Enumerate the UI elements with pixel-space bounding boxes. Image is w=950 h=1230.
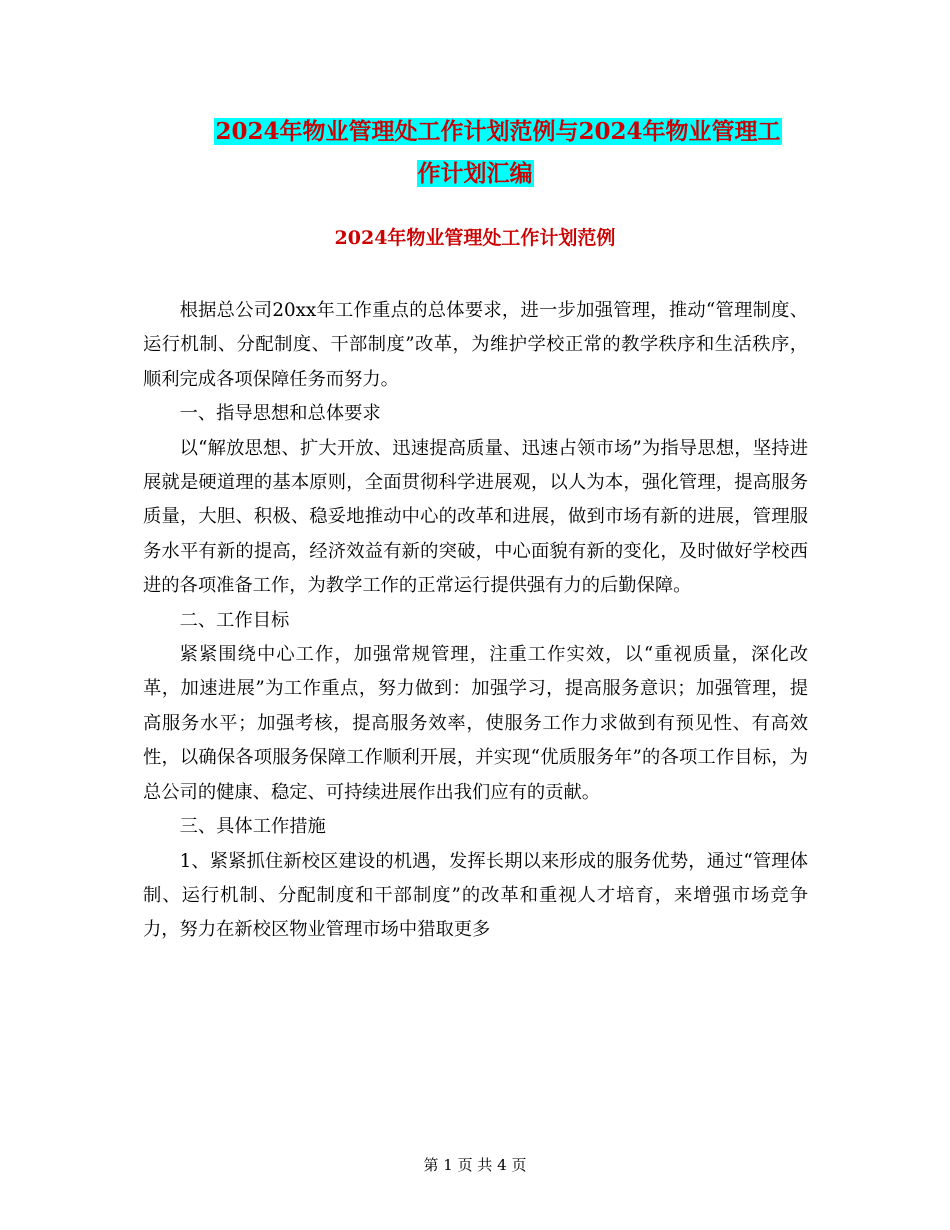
paragraph-measure-1: 1、紧紧抓住新校区建设的机遇，发挥长期以来形成的服务优势，通过“管理体制、运行机制、分配制度和干部制度”的改革和重视人才培育，来增强市场竞争力，努力在新校区物业管理市场中猎取更多 xyxy=(143,850,808,941)
title-highlight: 作计划汇编 xyxy=(417,160,533,187)
heading-specific-measures: 三、具体工作措施 xyxy=(179,816,326,838)
title-highlight: 2024年物业管理处工作计划范例与2024年物业管理工 xyxy=(215,118,781,145)
heading-guiding-thought: 一、指导思想和总体要求 xyxy=(179,403,381,425)
heading-work-goals: 二、工作目标 xyxy=(179,609,290,631)
document-title-line-1 xyxy=(0,112,950,152)
paragraph-guiding-thought: 以“解放思想、扩大开放、迅速提高质量、迅速占领市场”为指导思想，坚持进展就是硬道理的基本原则，全面贯彻科学进展观，以人为本，强化管理，提高服务质量，大胆、积极、稳妥地推动中心的改革和进展，做到市场有新的进展，管理服务水平有新的提高，经济效益有新的突破，中心面貌有新的变化，及时做好学校西进的各项准备工作，为教学工作的正常运行提供强有力的后勤保障。 xyxy=(143,437,808,597)
paragraph-intro: 根据总公司20xx年工作重点的总体要求，进一步加强管理，推动“管理制度、运行机制、分配制度、干部制度”改革，为维护学校正常的教学秩序和生活秩序，顺利完成各项保障任务而努力。 xyxy=(143,300,808,390)
document-title-line-2 xyxy=(0,154,950,194)
page-footer: 第 1 页 共 4 页 xyxy=(423,1156,527,1174)
document-body xyxy=(143,294,808,948)
paragraph-work-goals: 紧紧围绕中心工作，加强常规管理，注重工作实效，以“重视质量，深化改革，加速进展”为工作重点，努力做到：加强学习，提高服务意识；加强管理，提高服务水平；加强考核，提高服务效率，使服务工作力求做到有预见性、有高效性，以确保各项服务保障工作顺利开展，并实现“优质服务年”的各项工作目标，为总公司的健康、稳定、可持续进展作出我们应有的贡献。 xyxy=(143,644,808,803)
section-subtitle: 2024年物业管理处工作计划范例 xyxy=(334,227,616,249)
